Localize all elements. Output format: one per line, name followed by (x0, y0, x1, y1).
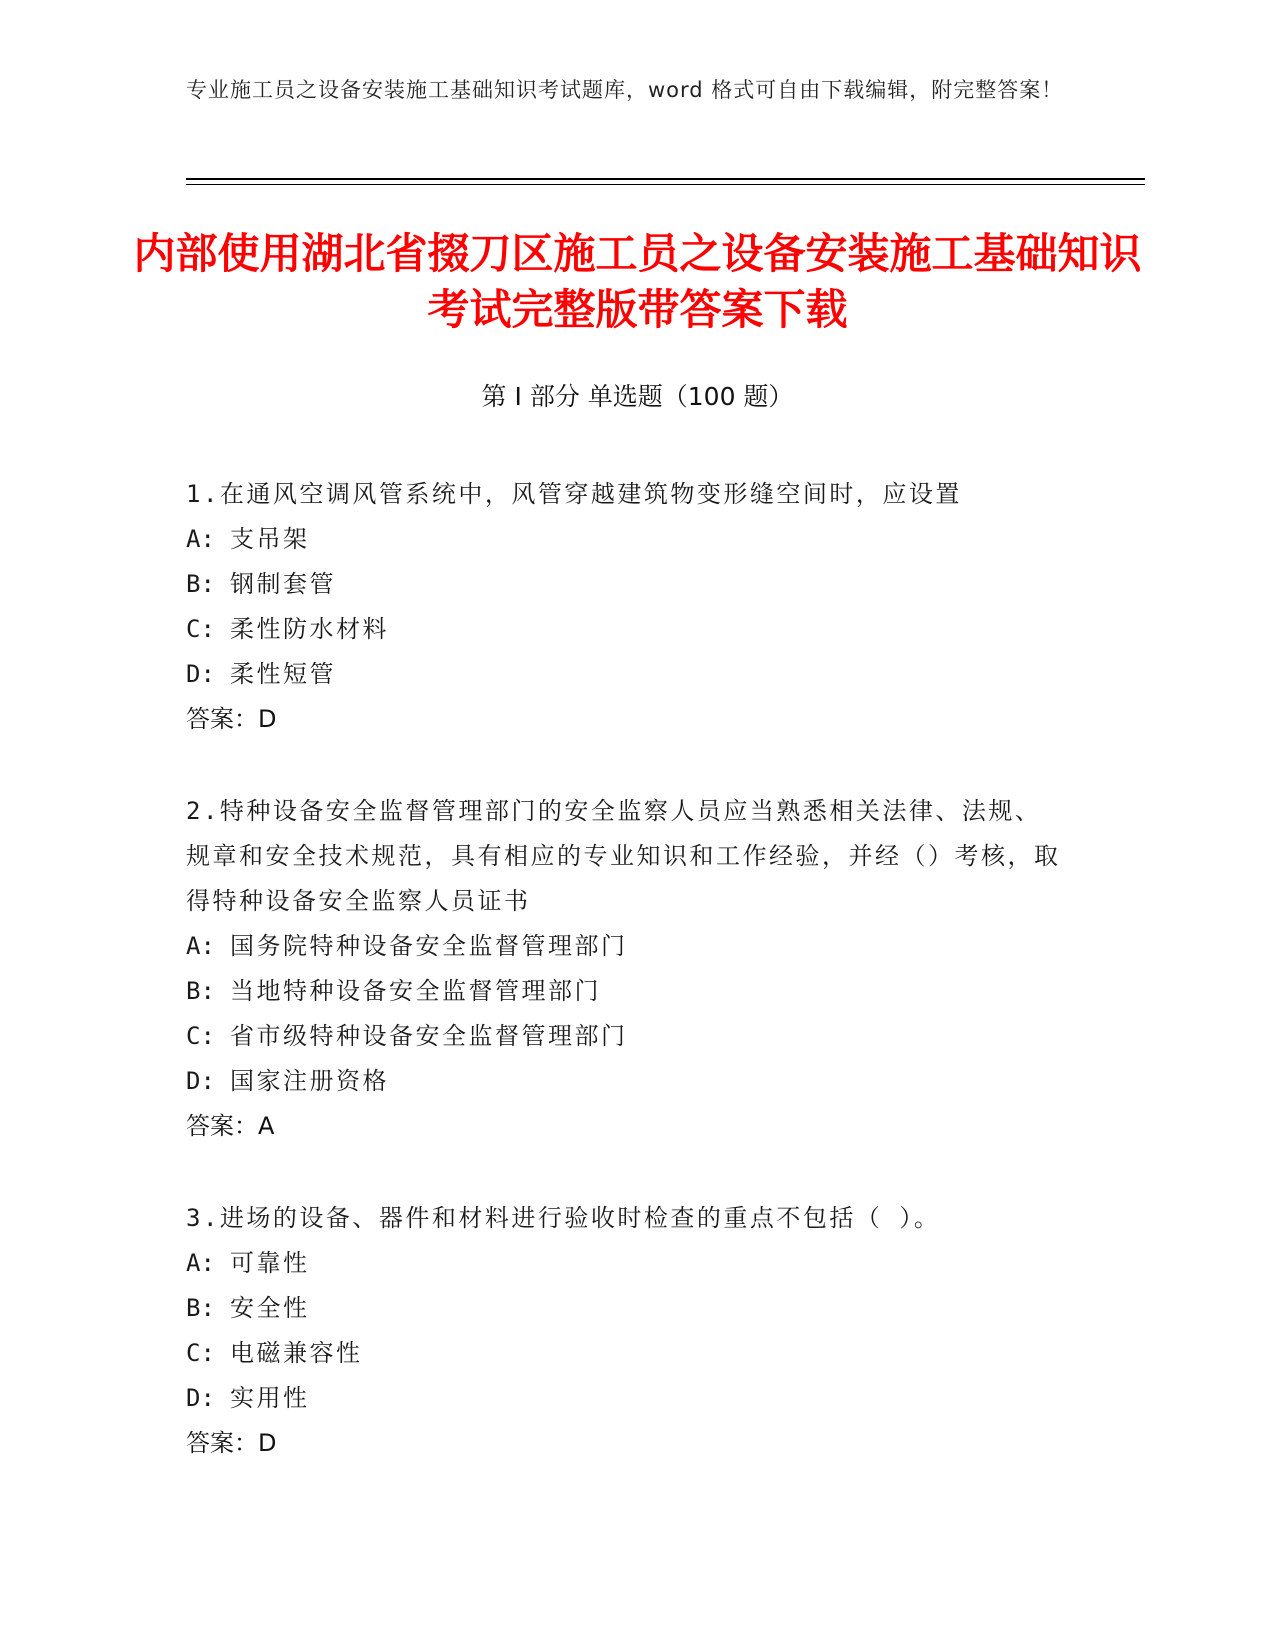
option-label: C: (186, 1339, 215, 1367)
option-a (186, 924, 1066, 969)
question-3 (186, 1196, 1066, 1466)
option-text: 国务院特种设备安全监督管理部门 (230, 932, 628, 960)
option-label: C: (186, 615, 215, 643)
option-text: 柔性防水材料 (230, 615, 389, 643)
option-text: 可靠性 (230, 1249, 310, 1277)
header-divider-thick (186, 178, 1145, 180)
option-a (186, 517, 1066, 562)
option-b (186, 562, 1066, 607)
question-stem: 3.进场的设备、器件和材料进行验收时检查的重点不包括（ ）。 (186, 1204, 941, 1232)
question-stem: 1.在通风空调风管系统中，风管穿越建筑物变形缝空间时，应设置 (186, 480, 962, 508)
document-title: 内部使用湖北省掇刀区施工员之设备安装施工基础知识考试完整版带答案下载 (133, 229, 1142, 334)
option-text: 实用性 (230, 1384, 310, 1412)
answer: 答案：D (186, 705, 277, 733)
option-d (186, 652, 1066, 697)
option-b (186, 969, 1066, 1014)
option-text: 国家注册资格 (230, 1067, 389, 1095)
option-c (186, 1331, 1066, 1376)
option-text: 电磁兼容性 (230, 1339, 363, 1367)
question-1 (186, 472, 1066, 742)
option-label: B: (186, 977, 215, 1005)
header-divider-thin (186, 184, 1145, 185)
option-text: 安全性 (230, 1294, 310, 1322)
option-text: 钢制套管 (230, 570, 336, 598)
option-text: 当地特种设备安全监督管理部门 (230, 977, 601, 1005)
option-label: D: (186, 660, 215, 688)
answer: 答案：A (186, 1112, 275, 1140)
option-text: 省市级特种设备安全监督管理部门 (230, 1022, 628, 1050)
question-2 (186, 789, 1066, 1149)
question-stem: 2.特种设备安全监督管理部门的安全监察人员应当熟悉相关法律、法规、规章和安全技术规范，具有相应的专业知识和工作经验，并经（）考核，取得特种设备安全监察人员证书 (186, 797, 1061, 915)
option-c (186, 1014, 1066, 1059)
option-b (186, 1286, 1066, 1331)
option-d (186, 1376, 1066, 1421)
option-label: B: (186, 570, 215, 598)
option-text: 支吊架 (230, 525, 310, 553)
section-heading: 第 I 部分 单选题（100 题） (481, 382, 794, 411)
header-note: 专业施工员之设备安装施工基础知识考试题库，word 格式可自由下载编辑，附完整答案！ (186, 78, 1064, 102)
question-list (186, 472, 1066, 1513)
option-label: A: (186, 1249, 215, 1277)
option-label: C: (186, 1022, 215, 1050)
option-a (186, 1241, 1066, 1286)
answer: 答案：D (186, 1429, 277, 1457)
option-label: D: (186, 1384, 215, 1412)
option-label: D: (186, 1067, 215, 1095)
option-text: 柔性短管 (230, 660, 336, 688)
option-label: A: (186, 525, 215, 553)
option-d (186, 1059, 1066, 1104)
option-label: B: (186, 1294, 215, 1322)
option-c (186, 607, 1066, 652)
option-label: A: (186, 932, 215, 960)
